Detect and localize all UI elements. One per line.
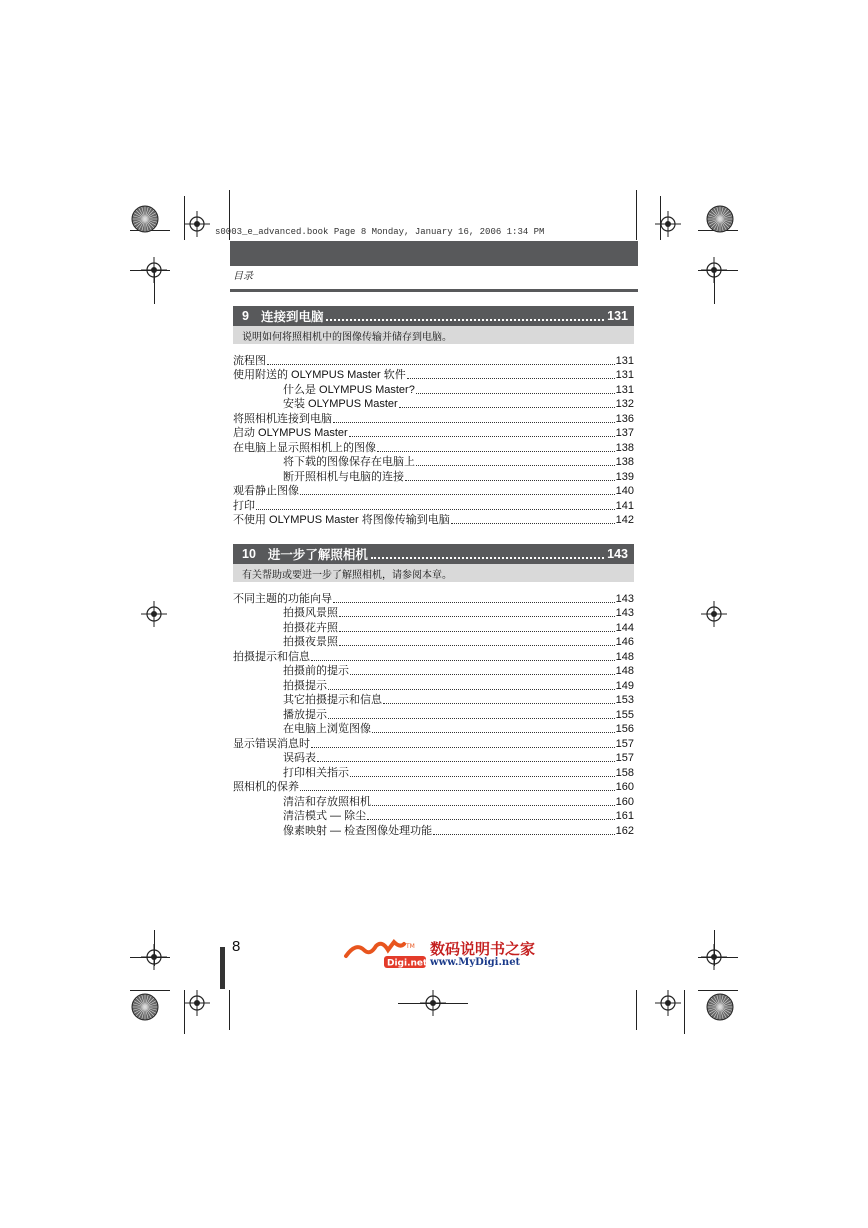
toc-entry-title: 拍摄夜景照	[283, 636, 338, 648]
registration-target-icon	[141, 257, 167, 283]
toc-entry[interactable]	[233, 736, 634, 751]
mydigi-logo[interactable]	[342, 938, 536, 972]
toc-entry-title: 清洁模式 — 除尘	[283, 810, 367, 822]
section-title: 连接到电脑	[260, 310, 324, 324]
section-number: 9	[242, 309, 249, 323]
toc-entry[interactable]	[233, 484, 634, 499]
color-registration-icon	[705, 992, 735, 1022]
dot-leader	[333, 602, 615, 603]
toc-entry-page: 158	[615, 766, 634, 779]
page-number: 8	[232, 938, 241, 955]
dot-leader	[407, 378, 615, 379]
toc-entry-page: 143	[615, 607, 634, 619]
toc-entry[interactable]	[233, 765, 634, 780]
toc-entry[interactable]	[233, 455, 634, 470]
dot-leader	[371, 557, 604, 559]
dot-leader	[333, 422, 615, 423]
crop-mark	[684, 990, 685, 1034]
section-heading[interactable]	[233, 544, 634, 564]
toc-entry-page: 149	[615, 679, 634, 692]
toc-entry-page: 136	[615, 412, 634, 425]
toc-list	[233, 353, 634, 527]
crop-mark	[698, 990, 738, 991]
dot-leader	[256, 509, 615, 510]
toc-entry-page: 141	[615, 499, 634, 512]
toc-entry-title: 观看静止图像	[233, 485, 299, 497]
dot-leader	[317, 761, 615, 762]
page-number-bar	[220, 947, 225, 989]
dot-leader	[311, 660, 615, 661]
color-registration-icon	[130, 992, 160, 1022]
dot-leader	[399, 407, 615, 408]
toc-entry-title: 在电脑上显示照相机上的图像	[233, 441, 376, 454]
toc-entry-title: 安装 OLYMPUS Master	[283, 398, 398, 410]
toc-entry[interactable]	[233, 591, 634, 606]
dot-leader	[300, 494, 615, 495]
dot-leader	[416, 393, 615, 394]
dot-leader	[350, 674, 615, 675]
toc-entry-page: 160	[615, 781, 634, 793]
toc-entry-page: 148	[615, 650, 634, 663]
toc-entry-title: 照相机的保养	[233, 781, 299, 793]
dot-leader	[405, 480, 615, 481]
toc-section-10	[233, 544, 634, 838]
file-info-line: s0003_e_advanced.book Page 8 Monday, January 16, 2006 1:34 PM	[215, 227, 545, 237]
toc-entry-title: 显示错误消息时	[233, 737, 310, 750]
toc-entry[interactable]	[233, 635, 634, 650]
toc-entry-page: 143	[615, 592, 634, 605]
toc-entry[interactable]	[233, 606, 634, 621]
toc-entry-title: 拍摄前的提示	[283, 665, 349, 677]
dot-leader	[372, 732, 615, 733]
crop-mark	[636, 190, 637, 240]
dot-leader	[326, 319, 604, 321]
registration-target-icon	[655, 990, 681, 1016]
dot-leader	[300, 790, 615, 791]
toc-entry[interactable]	[233, 469, 634, 484]
toc-entry-page: 138	[615, 441, 634, 454]
toc-entry-title: 什么是 OLYMPUS Master?	[283, 383, 415, 396]
toc-section-9	[233, 306, 634, 527]
toc-entry-page: 148	[615, 665, 634, 677]
dot-leader	[377, 451, 615, 452]
toc-entry[interactable]	[233, 426, 634, 441]
toc-entry-title: 清洁和存放照相机	[283, 795, 371, 808]
toc-entry[interactable]	[233, 397, 634, 412]
toc-entry-page: 132	[615, 398, 634, 410]
toc-entry-title: 误码表	[283, 752, 316, 764]
toc-entry[interactable]	[233, 513, 634, 528]
toc-entry-page: 162	[615, 824, 634, 837]
toc-entry-title: 拍摄提示和信息	[233, 650, 310, 663]
section-heading[interactable]	[233, 306, 634, 326]
dot-leader	[349, 436, 615, 437]
toc-entry[interactable]	[233, 440, 634, 455]
registration-target-icon	[420, 990, 446, 1016]
toc-entry-page: 146	[615, 636, 634, 648]
toc-entry[interactable]	[233, 411, 634, 426]
toc-entry-page: 140	[615, 485, 634, 497]
dot-leader	[339, 631, 615, 632]
dot-leader	[339, 645, 615, 646]
toc-entry[interactable]	[233, 809, 634, 824]
toc-entry[interactable]	[233, 382, 634, 397]
toc-entry[interactable]	[233, 780, 634, 795]
section-number: 10	[242, 547, 256, 561]
dot-leader	[416, 465, 615, 466]
logo-chinese-text: 数码说明书之家	[430, 940, 536, 958]
color-registration-icon	[705, 204, 735, 234]
toc-entry-title: 断开照相机与电脑的连接	[283, 470, 404, 483]
registration-target-icon	[141, 944, 167, 970]
toc-entry[interactable]	[233, 498, 634, 513]
toc-entry[interactable]	[233, 353, 634, 368]
toc-entry-page: 138	[615, 456, 634, 468]
toc-entry-page: 161	[615, 810, 634, 822]
section-description: 说明如何将照相机中的图像传输并储存到电脑。	[233, 326, 634, 344]
toc-entry-title: 拍摄花卉照	[283, 621, 338, 634]
toc-entry-title: 打印相关指示	[283, 766, 349, 779]
toc-entry-title: 启动 OLYMPUS Master	[233, 427, 348, 439]
registration-target-icon	[184, 990, 210, 1016]
section-description: 有关帮助或要进一步了解照相机，请参阅本章。	[233, 564, 634, 582]
toc-entry-page: 157	[615, 737, 634, 750]
section-title: 进一步了解照相机	[267, 548, 368, 562]
toc-entry-title: 拍摄风景照	[283, 607, 338, 619]
dot-leader	[383, 703, 615, 704]
toc-entry[interactable]	[233, 678, 634, 693]
registration-target-icon	[184, 211, 210, 237]
dot-leader	[328, 718, 615, 719]
section-page: 143	[607, 547, 628, 561]
toc-entry[interactable]	[233, 794, 634, 809]
logo-badge: Digi.net	[387, 958, 428, 969]
dot-leader	[367, 819, 615, 820]
dot-leader	[339, 616, 615, 617]
toc-list	[233, 591, 634, 838]
toc-entry-title: 在电脑上浏览图像	[283, 723, 371, 735]
dot-leader	[451, 523, 615, 524]
registration-target-icon	[701, 601, 727, 627]
registration-target-icon	[141, 601, 167, 627]
toc-entry-page: 131	[615, 383, 634, 396]
toc-entry-title: 流程图	[233, 354, 266, 367]
mydigi-logo-icon	[342, 938, 432, 972]
dot-leader	[372, 805, 615, 806]
toc-entry[interactable]	[233, 751, 634, 766]
toc-entry[interactable]	[233, 823, 634, 838]
section-page: 131	[607, 309, 628, 323]
color-registration-icon	[130, 204, 160, 234]
toc-entry-page: 131	[615, 369, 634, 381]
dot-leader	[350, 776, 615, 777]
toc-entry-title: 像素映射 — 检查图像处理功能	[283, 824, 433, 837]
toc-entry-page: 155	[615, 708, 634, 721]
toc-entry-page: 157	[615, 752, 634, 764]
toc-entry-page: 142	[615, 514, 634, 526]
crop-mark	[636, 990, 637, 1030]
toc-entry-page: 131	[615, 354, 634, 367]
toc-entry[interactable]	[233, 620, 634, 635]
toc-entry[interactable]	[233, 649, 634, 664]
header-rule	[230, 289, 638, 292]
dot-leader	[328, 689, 615, 690]
toc-entry-page: 137	[615, 427, 634, 439]
registration-target-icon	[655, 211, 681, 237]
toc-entry-title: 将照相机连接到电脑	[233, 412, 332, 425]
toc-entry-page: 156	[615, 723, 634, 735]
toc-entry-title: 使用附送的 OLYMPUS Master 软件	[233, 369, 406, 381]
toc-entry[interactable]	[233, 707, 634, 722]
toc-entry[interactable]	[233, 722, 634, 737]
dot-leader	[267, 364, 615, 365]
toc-entry[interactable]	[233, 693, 634, 708]
toc-entry[interactable]	[233, 368, 634, 383]
crop-mark	[229, 990, 230, 1030]
toc-entry-title: 不使用 OLYMPUS Master 将图像传输到电脑	[233, 514, 450, 526]
toc-entry-page: 153	[615, 694, 634, 706]
toc-entry-title: 将下载的图像保存在电脑上	[283, 456, 415, 468]
crop-mark	[130, 990, 170, 991]
toc-entry-page: 139	[615, 470, 634, 483]
logo-tm: TM	[406, 943, 415, 950]
toc-entry-title: 打印	[233, 499, 255, 512]
dot-leader	[311, 747, 615, 748]
registration-target-icon	[701, 257, 727, 283]
toc-entry-page: 144	[615, 621, 634, 634]
toc-entry-title: 不同主题的功能向导	[233, 592, 332, 605]
toc-entry[interactable]	[233, 664, 634, 679]
registration-target-icon	[701, 944, 727, 970]
toc-entry-title: 其它拍摄提示和信息	[283, 694, 382, 706]
toc-entry-page: 160	[615, 795, 634, 808]
running-head: 目录	[233, 271, 253, 282]
dot-leader	[433, 834, 615, 835]
toc-entry-title: 播放提示	[283, 708, 327, 721]
logo-url[interactable]: www.MyDigi.net	[430, 957, 521, 968]
header-bar	[230, 241, 638, 266]
toc-entry-title: 拍摄提示	[283, 679, 327, 692]
